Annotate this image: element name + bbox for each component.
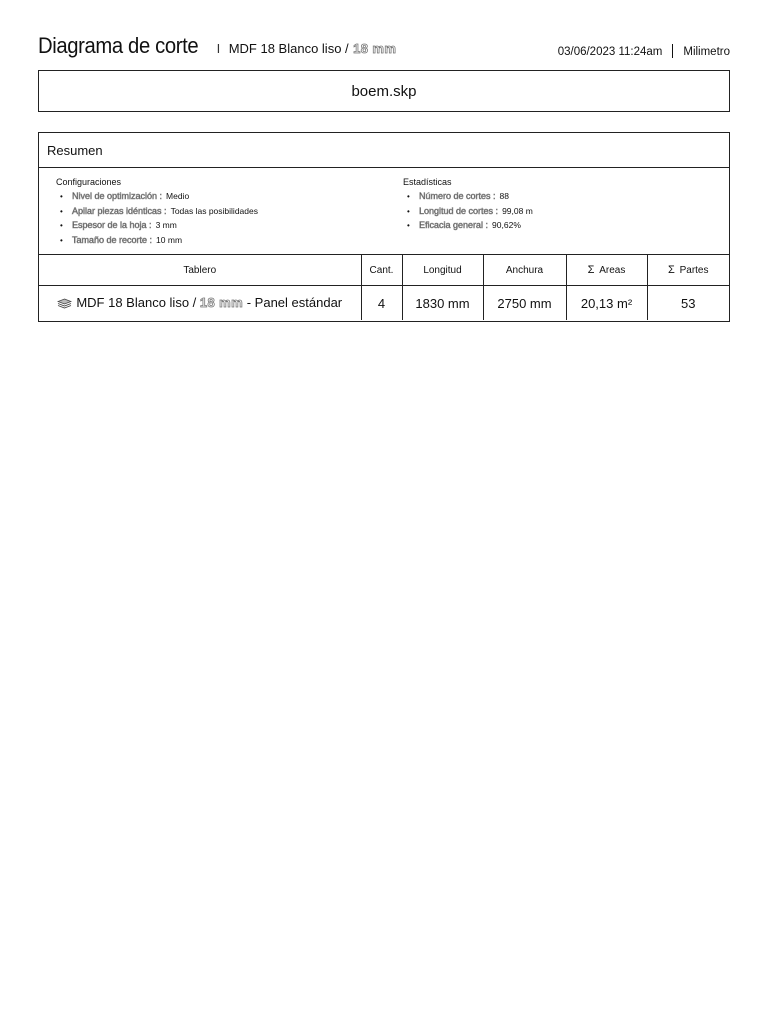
statistics-list: [403, 189, 533, 233]
board-name: MDF 18 Blanco liso /: [76, 294, 197, 310]
stack-icon: [57, 297, 72, 312]
sigma-symbol: Σ: [668, 264, 675, 276]
column-header-areas-label: Areas: [599, 265, 626, 276]
config-value: Todas las posibilidades: [170, 205, 258, 216]
stat-label: Eficacia general :: [419, 220, 489, 230]
stat-value: 90,62%: [492, 220, 521, 230]
column-header-qty: Cant.: [361, 255, 402, 286]
configurations-title: Configuraciones: [56, 177, 122, 187]
stat-label: Número de cortes :: [419, 191, 496, 201]
stat-value: 99,08 m: [502, 205, 533, 216]
stat-value: 88: [499, 191, 509, 201]
config-label: Tamaño de recorte :: [72, 234, 153, 245]
statistics-title: Estadísticas: [403, 177, 452, 187]
configurations-section: [56, 177, 258, 247]
config-item-optimization: [72, 189, 258, 204]
configurations-list: [56, 189, 258, 247]
summary-title: Resumen: [39, 133, 729, 168]
config-item-stack: [72, 204, 258, 219]
column-header-length: Longitud: [402, 255, 483, 286]
board-type: - Panel estándar: [246, 294, 343, 310]
file-name-box: [38, 70, 730, 112]
areas-cell: 20,13 m²: [566, 286, 647, 321]
board-cell: [39, 286, 361, 321]
config-value: 3 mm: [155, 220, 177, 230]
length-cell: 1830 mm: [402, 286, 483, 321]
column-header-areas: [566, 255, 647, 286]
file-name: boem.skp: [351, 82, 417, 100]
column-header-board: Tablero: [39, 255, 361, 286]
config-label: Apilar piezas idénticas :: [72, 205, 167, 216]
config-label: Nivel de optimización :: [72, 191, 163, 201]
column-header-parts: [647, 255, 729, 286]
stat-label: Longitud de cortes :: [419, 205, 499, 216]
title-separator: I: [216, 41, 221, 56]
statistics-section: [403, 177, 533, 233]
column-header-width: Anchura: [483, 255, 566, 286]
qty-cell: 4: [361, 286, 402, 321]
stat-item-cuts: [419, 189, 533, 204]
report-title: Diagrama de corte: [38, 33, 199, 58]
width-cell: 2750 mm: [483, 286, 566, 321]
stat-item-efficiency: [419, 218, 533, 233]
config-label: Espesor de la hoja :: [72, 220, 152, 230]
report-meta: [558, 44, 730, 58]
summary-details: [39, 168, 729, 255]
config-value: 10 mm: [156, 234, 183, 245]
config-item-kerf: [72, 218, 258, 233]
table-row: [39, 286, 729, 321]
board-thickness: 18 mm: [199, 294, 244, 310]
title-board-thickness: 18 mm: [353, 41, 397, 56]
boards-table: [39, 255, 729, 320]
config-item-trim: [72, 233, 258, 248]
stat-item-cut-length: [419, 204, 533, 219]
meta-divider: [672, 44, 673, 58]
title-board-name: MDF 18 Blanco liso /: [228, 41, 349, 56]
table-header-row: [39, 255, 729, 286]
report-header: [38, 32, 730, 64]
parts-cell: 53: [681, 295, 696, 311]
summary-panel: [38, 132, 730, 322]
column-header-parts-label: Partes: [679, 265, 709, 276]
sigma-symbol: Σ: [587, 264, 595, 276]
report-datetime: 03/06/2023 11:24am: [557, 46, 663, 58]
report-unit: Milimetro: [683, 46, 730, 58]
config-value: Medio: [166, 191, 190, 201]
report-title-group: [38, 33, 396, 59]
